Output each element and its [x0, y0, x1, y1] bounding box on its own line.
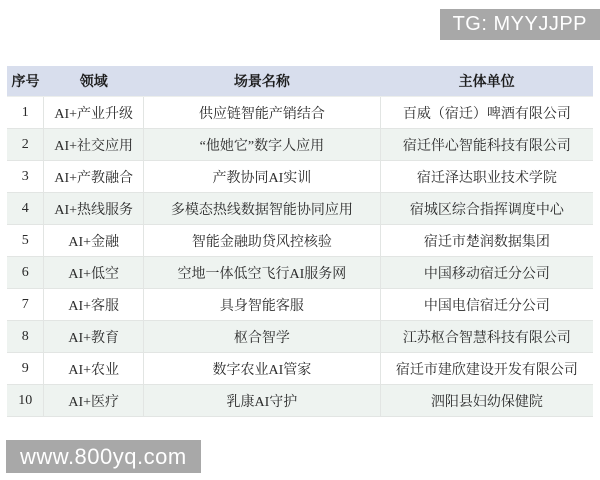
table-row — [7, 129, 593, 161]
cell-org: 中国移动宿迁分公司 — [380, 257, 593, 289]
cell-org: 宿迁市楚润数据集团 — [380, 225, 593, 257]
table-row — [7, 257, 593, 289]
cell-org: 江苏枢合智慧科技有限公司 — [380, 321, 593, 353]
cell-domain: AI+热线服务 — [44, 193, 144, 225]
cell-index: 6 — [7, 257, 44, 289]
cell-domain: AI+教育 — [44, 321, 144, 353]
cell-scene: “他她它”数字人应用 — [144, 129, 381, 161]
cell-index: 9 — [7, 353, 44, 385]
cell-domain: AI+产教融合 — [44, 161, 144, 193]
cell-domain: AI+农业 — [44, 353, 144, 385]
cell-scene: 多模态热线数据智能协同应用 — [144, 193, 381, 225]
cell-index: 7 — [7, 289, 44, 321]
table-row — [7, 193, 593, 225]
cell-index: 3 — [7, 161, 44, 193]
cell-org: 宿迁伴心智能科技有限公司 — [380, 129, 593, 161]
cell-domain: AI+低空 — [44, 257, 144, 289]
cell-scene: 供应链智能产销结合 — [144, 97, 381, 129]
table-row — [7, 353, 593, 385]
table-body — [7, 97, 593, 417]
cell-index: 4 — [7, 193, 44, 225]
cell-domain: AI+医疗 — [44, 385, 144, 417]
table-header — [7, 66, 593, 97]
cell-scene: 具身智能客服 — [144, 289, 381, 321]
header-scene: 场景名称 — [144, 66, 381, 97]
cell-scene: 空地一体低空飞行AI服务网 — [144, 257, 381, 289]
cell-org: 宿城区综合指挥调度中心 — [380, 193, 593, 225]
cell-scene: 产教协同AI实训 — [144, 161, 381, 193]
cell-domain: AI+客服 — [44, 289, 144, 321]
header-domain: 领域 — [44, 66, 144, 97]
cell-org: 百威（宿迁）啤酒有限公司 — [380, 97, 593, 129]
header-index: 序号 — [7, 66, 44, 97]
ai-scenarios-table — [7, 66, 593, 417]
cell-org: 泗阳县妇幼保健院 — [380, 385, 593, 417]
site-watermark-badge: www.800yq.com — [6, 440, 201, 473]
cell-scene: 智能金融助贷风控核验 — [144, 225, 381, 257]
cell-index: 1 — [7, 97, 44, 129]
cell-org: 中国电信宿迁分公司 — [380, 289, 593, 321]
table-row — [7, 97, 593, 129]
cell-domain: AI+金融 — [44, 225, 144, 257]
cell-org: 宿迁泽达职业技术学院 — [380, 161, 593, 193]
cell-scene: 数字农业AI管家 — [144, 353, 381, 385]
table-row — [7, 385, 593, 417]
table-row — [7, 225, 593, 257]
tg-watermark-badge: TG: MYYJJPP — [440, 9, 600, 40]
cell-index: 5 — [7, 225, 44, 257]
cell-index: 8 — [7, 321, 44, 353]
table-row — [7, 161, 593, 193]
header-org: 主体单位 — [380, 66, 593, 97]
cell-scene: 枢合智学 — [144, 321, 381, 353]
table-row — [7, 321, 593, 353]
cell-scene: 乳康AI守护 — [144, 385, 381, 417]
cell-domain: AI+社交应用 — [44, 129, 144, 161]
cell-org: 宿迁市建欣建设开发有限公司 — [380, 353, 593, 385]
table-row — [7, 289, 593, 321]
cell-index: 2 — [7, 129, 44, 161]
cell-index: 10 — [7, 385, 44, 417]
cell-domain: AI+产业升级 — [44, 97, 144, 129]
header-row — [7, 66, 593, 97]
